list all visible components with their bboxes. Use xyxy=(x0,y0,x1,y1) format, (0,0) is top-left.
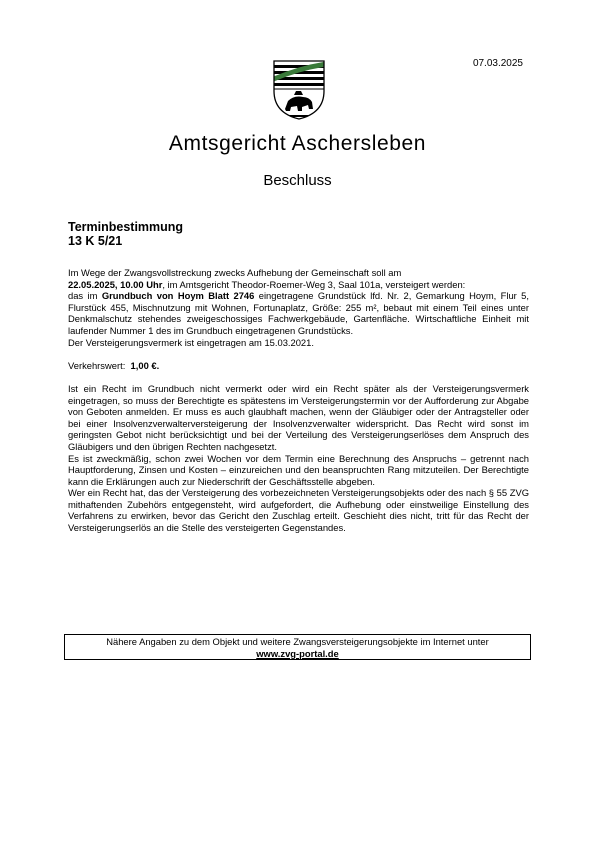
section-title: Terminbestimmung xyxy=(68,220,184,234)
document-type: Beschluss xyxy=(263,172,332,189)
notice-text: Nähere Angaben zu dem Objekt und weitere Zwangsversteigerungsobjekte im Internet unter xyxy=(106,636,489,647)
rights-paragraph: Ist ein Recht im Grundbuch nicht vermerkt oder wird ein Recht später als der Versteigerungsvermerk eingetragen, so muss der Berechtigte es spätestens im Versteigerungstermin vor der Aufforderung zur Abgabe von Geboten anmelden. Er muss es auch glaubhaft machen, wenn der Gläubiger oder der Antragsteller oder bei einer Insolvenzverwalterversteigerung der Insolvenzverwalter widerspricht. Das Recht wird sonst im geringsten Gebot nicht berücksichtigt und bei der Verteilung des Versteigerungserlöses dem Anspruch des Gläubigers und den übrigen Rechten nachgesetzt. xyxy=(68,382,529,452)
objection-paragraph: Wer ein Recht hat, das der Versteigerung des vorbezeichneten Versteigerungsobjekts oder des nach § 55 ZVG mithaftenden Zubehörs entgegensteht, wird aufgefordert, die Aufhebung oder einstweilige Einstellung des Verfahrens zu erwirken, bevor das Gericht den Zuschlag erteilt. Geschieht dies nicht, tritt für das Recht der Versteigerungserlös an die Stelle des versteigerten Gegenstandes. xyxy=(68,487,529,534)
market-value: 1,00 €. xyxy=(130,359,160,371)
internet-notice-box xyxy=(64,634,531,660)
intro-line: Im Wege der Zwangsvollstreckung zwecks Aufhebung der Gemeinschaft soll am xyxy=(68,267,402,278)
document-date: 07.03.2025 xyxy=(472,58,523,69)
coat-of-arms-icon xyxy=(272,57,326,121)
property-description xyxy=(68,290,529,336)
court-name: Amtsgericht Aschersleben xyxy=(168,132,427,155)
zvg-portal-link[interactable]: www.zvg-portal.de xyxy=(256,647,339,659)
property-prefix: das im xyxy=(68,290,102,302)
land-register-reference: Grundbuch von Hoym Blatt 2746 xyxy=(101,290,255,302)
claim-paragraph: Es ist zweckmäßig, schon zwei Wochen vor dem Termin eine Berechnung des Anspruchs – getrennt nach Hauptforderung, Zinsen und Kosten – einzureichen und den beanspruchten Rang mitzuteilen. Der Berechtigte kann die Erklärungen auch zur Niederschrift der Geschäftsstelle abgeben. xyxy=(68,452,529,487)
auction-location: , im Amtsgericht Theodor-Roemer-Weg 3, Saal 101a, versteigert werden: xyxy=(162,278,466,290)
market-value-line xyxy=(68,360,529,372)
market-value-label: Verkehrswert: xyxy=(68,359,126,371)
case-number: 13 K 5/21 xyxy=(68,234,123,248)
registration-note: Der Versteigerungsvermerk ist eingetragen am 15.03.2021. xyxy=(68,336,314,348)
auction-date-time: 22.05.2025, 10.00 Uhr xyxy=(68,278,163,290)
document-body xyxy=(68,267,529,534)
property-details: eingetragene Grundstück lfd. Nr. 2, Gemarkung Hoym, Flur 5, Flurstück 455, Mischnutzung mit Wohnen, Fortunaplatz, Größe: 255 m², bebaut mit einem Teil eines unter Denkmalschutz stehendes zweigeschossiges Fachwerkgebäude, Gartenfläche. Wirtschaftliche Einheit mit laufender Nummer 1 des im Grundbuch eingetragenen Grundstücks. xyxy=(68,290,529,336)
auction-date-paragraph xyxy=(68,279,529,291)
